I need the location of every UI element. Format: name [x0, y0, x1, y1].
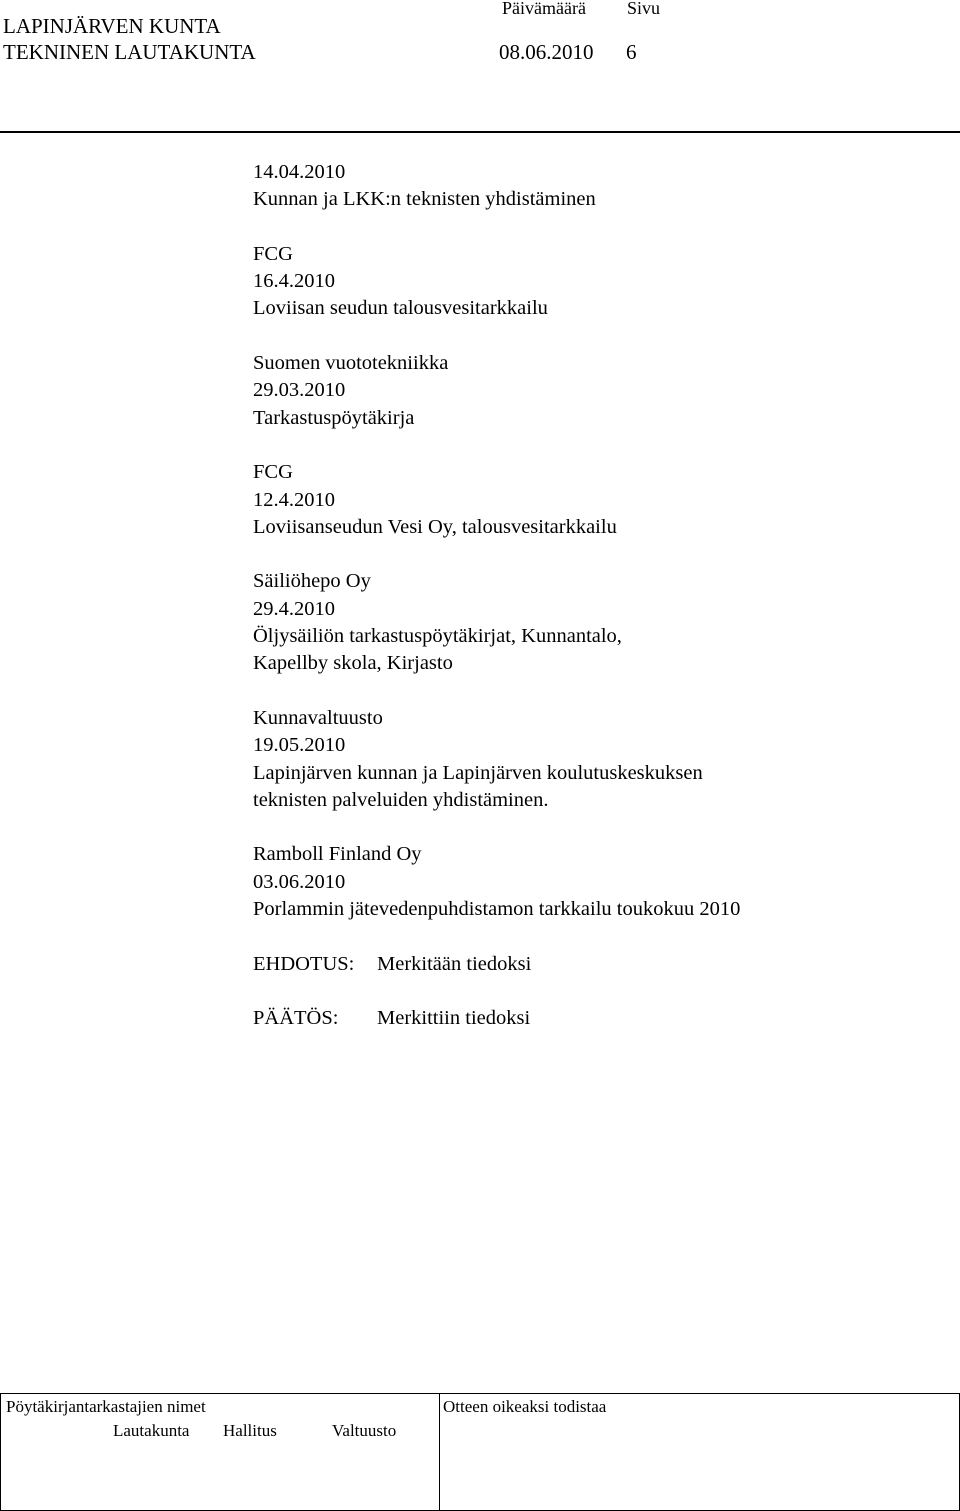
- document-body: [253, 159, 933, 1060]
- correspondence-item: [253, 841, 933, 923]
- item-subject: Loviisanseudun Vesi Oy, talousvesitarkkailu: [253, 515, 617, 538]
- item-subject: Loviisan seudun talousvesitarkkailu: [253, 297, 548, 320]
- item-date: 16.4.2010: [253, 270, 335, 293]
- decision-label: PÄÄTÖS:: [253, 1007, 339, 1030]
- proposal-row: [253, 951, 933, 978]
- correspondence-item: [253, 705, 933, 814]
- item-date: 14.04.2010: [253, 161, 346, 183]
- footer-divider: [439, 1394, 440, 1510]
- correspondence-item: [253, 241, 933, 323]
- header-divider: [0, 131, 960, 133]
- correspondence-list: [253, 159, 933, 923]
- item-date: 29.03.2010: [253, 379, 346, 402]
- item-sender: FCG: [253, 461, 293, 484]
- item-subject: Öljysäiliön tarkastuspöytäkirjat, Kunnantalo,: [253, 625, 622, 648]
- date-value: 08.06.2010: [499, 40, 594, 64]
- item-subject: Lapinjärven kunnan ja Lapinjärven koulutuskeskuksen: [253, 761, 703, 784]
- date-label: Päivämäärä: [502, 0, 586, 18]
- organization-name: LAPINJÄRVEN KUNTA: [3, 14, 221, 38]
- item-date: 19.05.2010: [253, 734, 346, 757]
- decision-text: Merkittiin tiedoksi: [377, 1007, 531, 1030]
- proposal-label: EHDOTUS:: [253, 952, 355, 975]
- page-number: 6: [626, 40, 637, 64]
- proposal-text: Merkitään tiedoksi: [377, 952, 532, 975]
- item-sender: Suomen vuototekniikka: [253, 352, 449, 375]
- item-sender: FCG: [253, 242, 293, 265]
- page-label: Sivu: [627, 0, 661, 18]
- certify-label: Otteen oikeaksi todistaa: [443, 1397, 607, 1416]
- item-subject: Kapellby skola, Kirjasto: [253, 652, 453, 675]
- decision-row: [253, 1005, 933, 1032]
- signature-footer: [0, 1393, 960, 1511]
- council-column-label: Valtuusto: [332, 1421, 397, 1440]
- correspondence-item: [253, 350, 933, 432]
- item-subject: teknisten palveluiden yhdistäminen.: [253, 788, 549, 811]
- government-column-label: Hallitus: [223, 1421, 277, 1440]
- item-date: 03.06.2010: [253, 870, 346, 893]
- board-name: TEKNINEN LAUTAKUNTA: [3, 40, 256, 64]
- correspondence-item: [253, 568, 933, 677]
- item-subject: Porlammin jätevedenpuhdistamon tarkkailu toukokuu 2010: [253, 898, 741, 921]
- item-subject: Tarkastuspöytäkirja: [253, 406, 415, 429]
- item-date: 12.4.2010: [253, 488, 335, 511]
- correspondence-item: [253, 459, 933, 541]
- item-sender: Säiliöhepo Oy: [253, 570, 371, 593]
- item-subject: Kunnan ja LKK:n teknisten yhdistäminen: [253, 188, 596, 211]
- correspondence-item: [253, 159, 933, 214]
- item-sender: Ramboll Finland Oy: [253, 843, 422, 866]
- board-column-label: Lautakunta: [113, 1421, 190, 1440]
- item-date: 29.4.2010: [253, 597, 335, 620]
- item-sender: Kunnavaltuusto: [253, 706, 383, 729]
- examiners-label: Pöytäkirjantarkastajien nimet: [6, 1397, 206, 1416]
